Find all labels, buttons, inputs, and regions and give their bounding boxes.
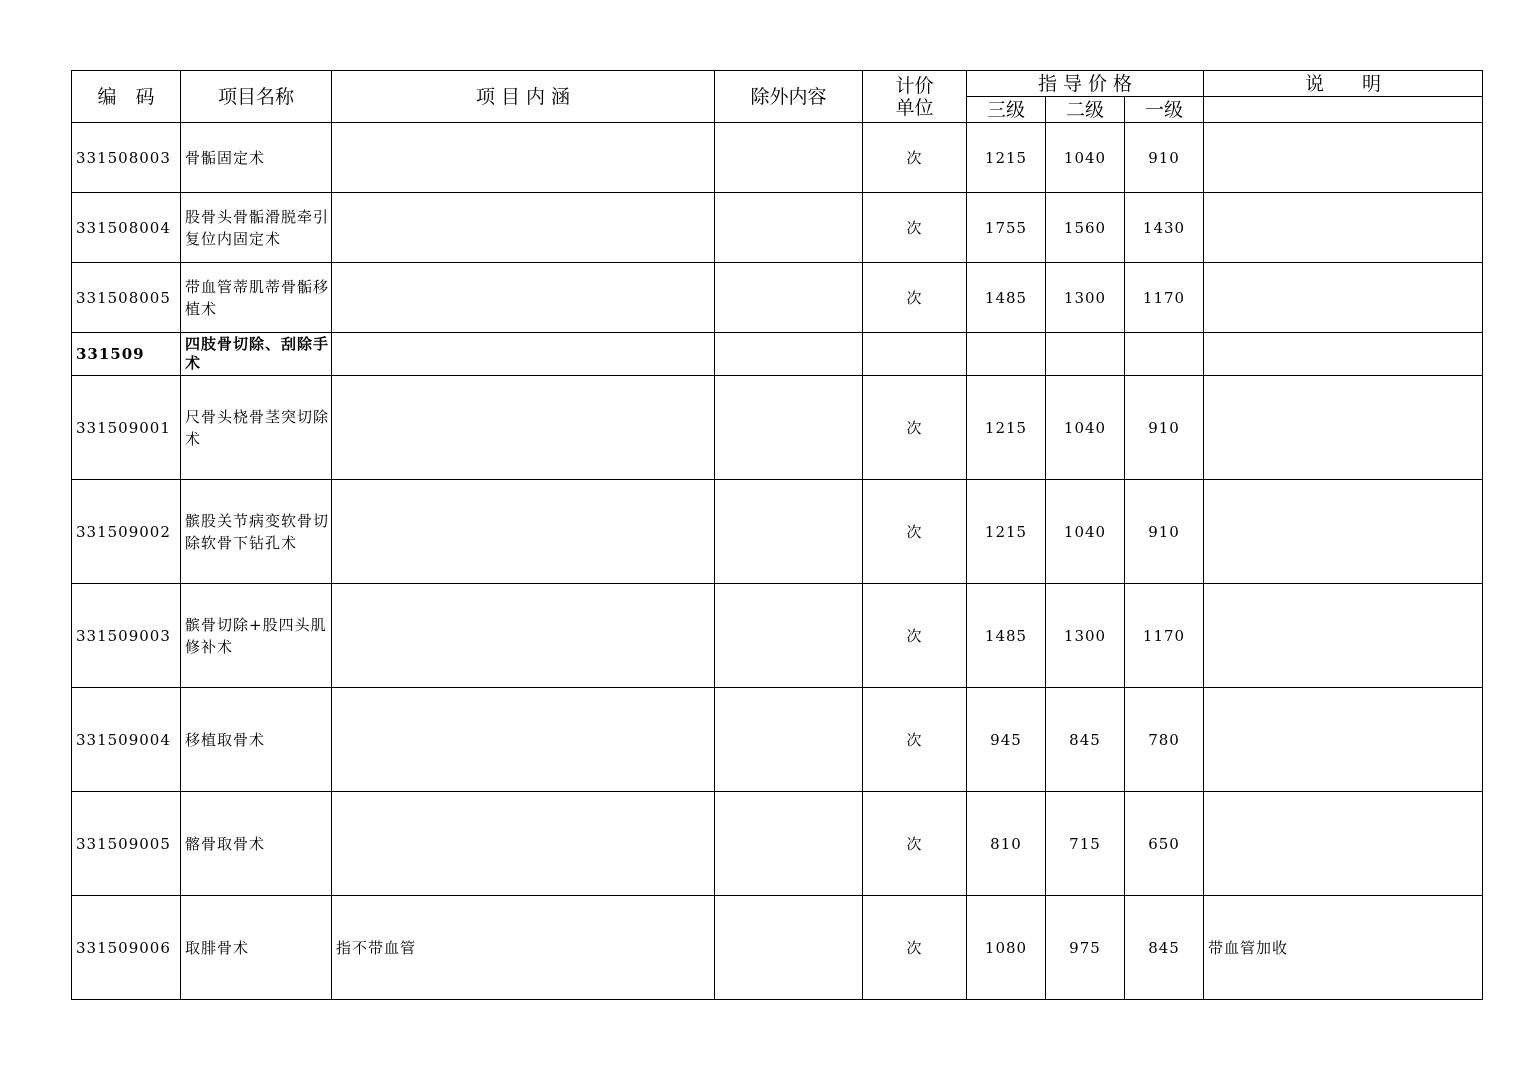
excluded-cell [715, 193, 863, 263]
excluded-cell [715, 584, 863, 688]
content-cell [332, 480, 715, 584]
table-row [72, 688, 1483, 792]
excluded-cell [715, 376, 863, 480]
price-level3-cell: 1215 [967, 376, 1046, 480]
note-cell: 带血管加收 [1204, 896, 1483, 1000]
price-level1-cell: 845 [1125, 896, 1204, 1000]
price-level2-cell: 1300 [1046, 584, 1125, 688]
header-row-1 [72, 71, 1483, 97]
price-level1-cell: 1430 [1125, 193, 1204, 263]
price-level3-cell: 1485 [967, 263, 1046, 333]
section-row [72, 333, 1483, 376]
content-cell [332, 123, 715, 193]
content-cell [332, 376, 715, 480]
table-row [72, 480, 1483, 584]
header-level1: 一级 [1125, 97, 1204, 123]
excluded-cell [715, 792, 863, 896]
header-content: 项 目 内 涵 [332, 71, 715, 123]
content-cell [332, 263, 715, 333]
code-cell: 331509 [72, 333, 181, 376]
price-level3-cell: 1215 [967, 480, 1046, 584]
header-note-sub [1204, 97, 1483, 123]
header-level2: 二级 [1046, 97, 1125, 123]
note-cell [1204, 584, 1483, 688]
header-unit [863, 71, 967, 123]
table-row [72, 193, 1483, 263]
unit-cell: 次 [863, 123, 967, 193]
price-level3-cell: 810 [967, 792, 1046, 896]
content-cell [332, 584, 715, 688]
unit-cell: 次 [863, 263, 967, 333]
table-body [72, 123, 1483, 1000]
price-level3-cell: 1215 [967, 123, 1046, 193]
name-cell: 股骨头骨骺滑脱牵引复位内固定术 [181, 193, 332, 263]
note-cell [1204, 263, 1483, 333]
price-level3-cell [967, 333, 1046, 376]
price-level1-cell: 780 [1125, 688, 1204, 792]
unit-cell: 次 [863, 376, 967, 480]
price-level2-cell: 1560 [1046, 193, 1125, 263]
note-cell [1204, 193, 1483, 263]
header-level3: 三级 [967, 97, 1046, 123]
header-price-group: 指 导 价 格 [967, 71, 1204, 97]
price-level3-cell: 1080 [967, 896, 1046, 1000]
unit-cell: 次 [863, 688, 967, 792]
code-cell: 331508005 [72, 263, 181, 333]
price-level2-cell: 1300 [1046, 263, 1125, 333]
code-cell: 331509004 [72, 688, 181, 792]
price-level1-cell: 1170 [1125, 584, 1204, 688]
table-row [72, 123, 1483, 193]
table-row [72, 376, 1483, 480]
price-level1-cell: 910 [1125, 376, 1204, 480]
table-row [72, 792, 1483, 896]
note-cell [1204, 480, 1483, 584]
price-level2-cell: 845 [1046, 688, 1125, 792]
name-cell: 骨骺固定术 [181, 123, 332, 193]
price-level2-cell: 715 [1046, 792, 1125, 896]
unit-cell: 次 [863, 480, 967, 584]
header-excluded: 除外内容 [715, 71, 863, 123]
name-cell: 四肢骨切除、刮除手术 [181, 333, 332, 376]
code-cell: 331509005 [72, 792, 181, 896]
excluded-cell [715, 263, 863, 333]
header-code: 编 码 [72, 71, 181, 123]
name-cell: 髌股关节病变软骨切除软骨下钻孔术 [181, 480, 332, 584]
excluded-cell [715, 480, 863, 584]
unit-cell: 次 [863, 792, 967, 896]
table-row [72, 896, 1483, 1000]
unit-cell: 次 [863, 896, 967, 1000]
name-cell: 髂骨取骨术 [181, 792, 332, 896]
content-cell: 指不带血管 [332, 896, 715, 1000]
price-level3-cell: 1485 [967, 584, 1046, 688]
code-cell: 331509006 [72, 896, 181, 1000]
code-cell: 331509003 [72, 584, 181, 688]
price-table [71, 70, 1483, 1000]
table-row [72, 263, 1483, 333]
price-level1-cell: 910 [1125, 480, 1204, 584]
excluded-cell [715, 688, 863, 792]
price-level1-cell [1125, 333, 1204, 376]
note-cell [1204, 792, 1483, 896]
header-note: 说 明 [1204, 71, 1483, 97]
name-cell: 移植取骨术 [181, 688, 332, 792]
price-level3-cell: 945 [967, 688, 1046, 792]
note-cell [1204, 688, 1483, 792]
price-level2-cell: 975 [1046, 896, 1125, 1000]
unit-cell: 次 [863, 193, 967, 263]
code-cell: 331508003 [72, 123, 181, 193]
price-level1-cell: 910 [1125, 123, 1204, 193]
code-cell: 331509001 [72, 376, 181, 480]
table-row [72, 584, 1483, 688]
content-cell [332, 792, 715, 896]
unit-cell: 次 [863, 584, 967, 688]
name-cell: 尺骨头桡骨茎突切除术 [181, 376, 332, 480]
code-cell: 331508004 [72, 193, 181, 263]
name-cell: 带血管蒂肌蒂骨骺移植术 [181, 263, 332, 333]
price-level3-cell: 1755 [967, 193, 1046, 263]
note-cell [1204, 333, 1483, 376]
content-cell [332, 688, 715, 792]
header-name: 项目名称 [181, 71, 332, 123]
header-unit-text: 计价单位 [895, 74, 934, 119]
content-cell [332, 193, 715, 263]
name-cell: 取腓骨术 [181, 896, 332, 1000]
content-cell [332, 333, 715, 376]
price-level2-cell [1046, 333, 1125, 376]
price-level1-cell: 650 [1125, 792, 1204, 896]
price-level2-cell: 1040 [1046, 376, 1125, 480]
excluded-cell [715, 123, 863, 193]
price-level2-cell: 1040 [1046, 480, 1125, 584]
price-level1-cell: 1170 [1125, 263, 1204, 333]
price-level2-cell: 1040 [1046, 123, 1125, 193]
unit-cell [863, 333, 967, 376]
excluded-cell [715, 333, 863, 376]
note-cell [1204, 376, 1483, 480]
excluded-cell [715, 896, 863, 1000]
code-cell: 331509002 [72, 480, 181, 584]
note-cell [1204, 123, 1483, 193]
name-cell: 髌骨切除+股四头肌修补术 [181, 584, 332, 688]
